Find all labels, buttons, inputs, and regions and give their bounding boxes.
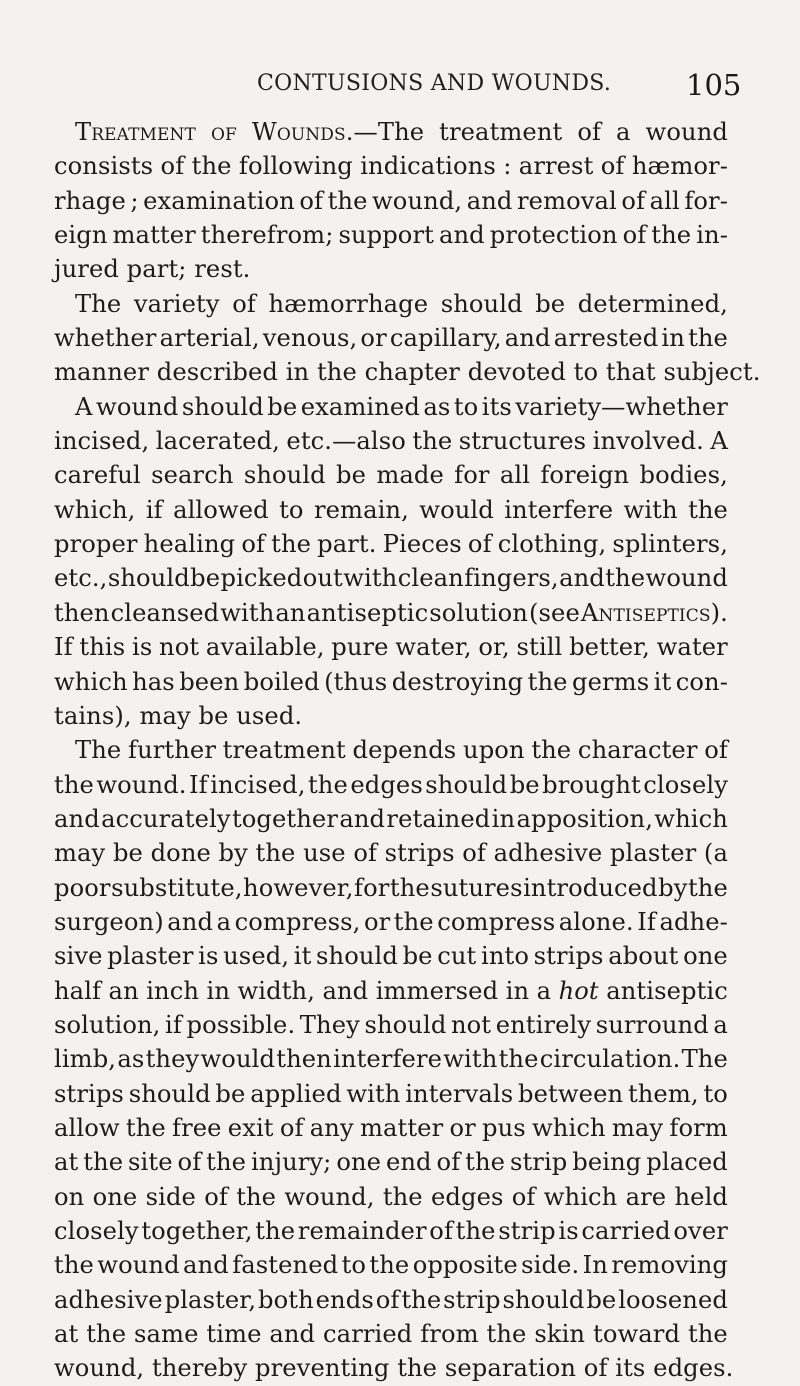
body-text [54, 115, 761, 1386]
text-line: incised, lacerated, etc.—also the structures involved. A [54, 427, 728, 456]
text-line: the wound. If incised, the edges should be brought closely [54, 770, 728, 799]
text-line: etc., should be picked out with clean fingers, and the wound [54, 564, 728, 593]
text-line: wound, thereby preventing the separation of its edges. [54, 1354, 734, 1383]
text-line: consists of the following indications : arrest of hæmor- [54, 152, 728, 181]
text-line: half an inch in width, and immersed in a hot antiseptic [54, 976, 728, 1005]
running-head: CONTUSIONS AND WOUNDS. [257, 71, 612, 96]
text-line: allow the free exit of any matter or pus which may form [54, 1113, 728, 1142]
text-line: whether arterial, venous, or capillary, and arrested in the [54, 324, 728, 353]
text-line: The further treatment depends upon the character of [75, 736, 728, 765]
text-line: on one side of the wound, the edges of which are held [54, 1182, 728, 1211]
text-line: poor substitute, however, for the sutures introduced by the [54, 873, 728, 902]
text-line: at the site of the injury; one end of the strip being placed [54, 1148, 728, 1177]
text-line: Treatment of Wounds.—The treatment of a wound [75, 118, 728, 146]
text-line: sive plaster is used, it should be cut into strips about one [54, 942, 728, 971]
page-number: 105 [686, 68, 742, 102]
text-line: rhage ; examination of the wound, and removal of all for- [54, 186, 728, 215]
text-line: strips should be applied with intervals between them, to [54, 1079, 728, 1108]
text-line: The variety of hæmorrhage should be determined, [75, 289, 728, 318]
text-line: careful search should be made for all foreign bodies, [54, 461, 728, 490]
text-line: If this is not available, pure water, or, still better, water [54, 633, 728, 662]
text-line: which, if allowed to remain, would interfere with the [54, 495, 728, 524]
text-line: and accurately together and retained in apposition, which [54, 804, 728, 833]
text-line: manner described in the chapter devoted to that subject. [54, 358, 761, 387]
text-line: eign matter therefrom; support and protection of the in- [54, 221, 728, 250]
text-line: at the same time and carried from the skin toward the [54, 1320, 728, 1349]
text-line: solution, if possible. They should not entirely surround a [54, 1010, 728, 1039]
text-line: tains), may be used. [54, 701, 303, 730]
text-line: the wound and fastened to the opposite side. In removing [54, 1251, 728, 1280]
text-line: may be done by the use of strips of adhesive plaster (a [54, 839, 728, 868]
text-line: limb, as they would then interfere with the circulation. The [54, 1045, 728, 1074]
text-line: A wound should be examined as to its variety—whether [75, 392, 728, 421]
text-line: proper healing of the part. Pieces of clothing, splinters, [54, 530, 728, 559]
text-line: then cleansed with an antiseptic solution (see Antiseptics). [54, 598, 728, 627]
text-line: which has been boiled (thus destroying the germs it con- [54, 667, 728, 696]
text-line: jured part; rest. [54, 255, 251, 284]
text-line: surgeon) and a compress, or the compress alone. If adhe- [54, 907, 728, 936]
text-line: closely together, the remainder of the strip is carried over [54, 1217, 728, 1245]
text-line: adhesive plaster, both ends of the strip should be loosened [54, 1285, 728, 1314]
